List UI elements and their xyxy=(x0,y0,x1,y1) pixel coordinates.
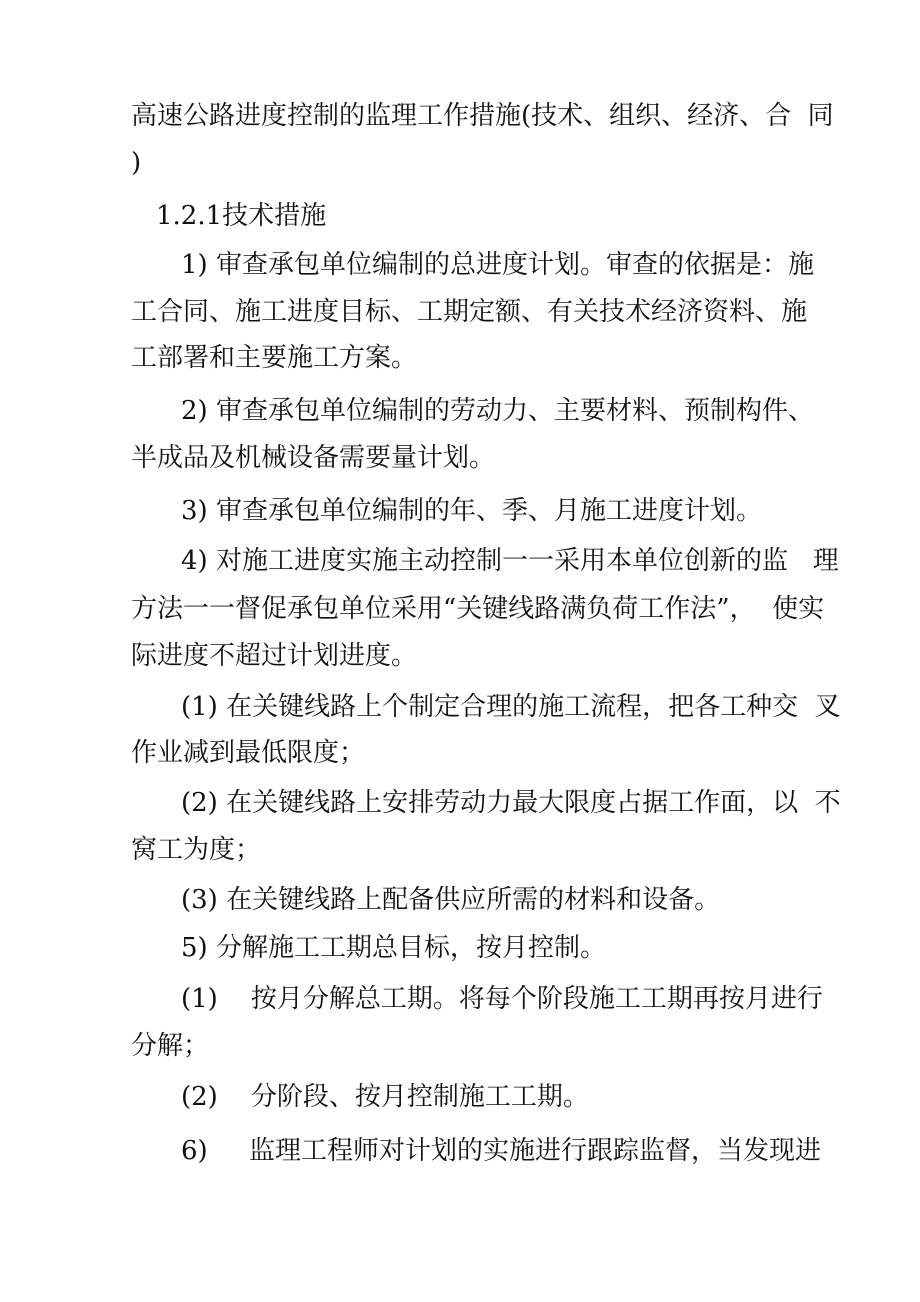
item-5-sub-2-line-1: (2) 分阶段、按月控制施工工期。 xyxy=(181,1082,589,1112)
item-2-line-1: 2) 审查承包单位编制的劳动力、主要材料、预制构件、 xyxy=(181,396,814,426)
item-1-line-3: 工部署和主要施工方案。 xyxy=(131,343,418,373)
item-4-sub-2-line-2: 窝工为度； xyxy=(131,835,262,865)
item-4-sub-1-line-2: 作业减到最低限度； xyxy=(131,738,366,768)
item-5-line-1: 5) 分解施工工期总目标，按月控制。 xyxy=(181,933,606,963)
item-6-line-1: 6) 监理工程师对计划的实施进行跟踪监督，当发现进 xyxy=(181,1136,822,1166)
item-3-line-1: 3) 审查承包单位编制的年、季、月施工进度计划。 xyxy=(181,496,762,526)
item-4-sub-3-line-1: (3) 在关键线路上配备供应所需的材料和设备。 xyxy=(181,885,721,915)
item-2-line-2: 半成品及机械设备需要量计划。 xyxy=(131,443,496,473)
item-1-line-1: 1) 审查承包单位编制的总进度计划。审查的依据是：施 xyxy=(181,250,814,280)
item-5-sub-1-line-2: 分解； xyxy=(131,1031,210,1061)
item-4-sub-1-line-1: (1) 在关键线路上个制定合理的施工流程，把各工种交 叉 xyxy=(181,692,841,722)
item-4-line-3: 际进度不超过计划进度。 xyxy=(131,641,418,671)
document-title-line-1: 高速公路进度控制的监理工作措施(技术、组织、经济、合 同 xyxy=(131,101,834,131)
item-4-line-1: 4) 对施工进度实施主动控制一一采用本单位创新的监 理 xyxy=(181,546,839,576)
item-5-sub-1-line-1: (1) 按月分解总工期。将每个阶段施工工期再按月进行 xyxy=(181,984,823,1014)
item-4-sub-2-line-1: (2) 在关键线路上安排劳动力最大限度占据工作面，以 不 xyxy=(181,788,841,818)
item-1-line-2: 工合同、施工进度目标、工期定额、有关技术经济资料、施 xyxy=(131,297,808,327)
section-heading: 1.2.1技术措施 xyxy=(156,201,327,231)
item-4-line-2: 方法一一督促承包单位采用“关键线路满负荷工作法”， 使实 xyxy=(131,594,825,624)
document-title-line-2: ) xyxy=(131,148,142,178)
